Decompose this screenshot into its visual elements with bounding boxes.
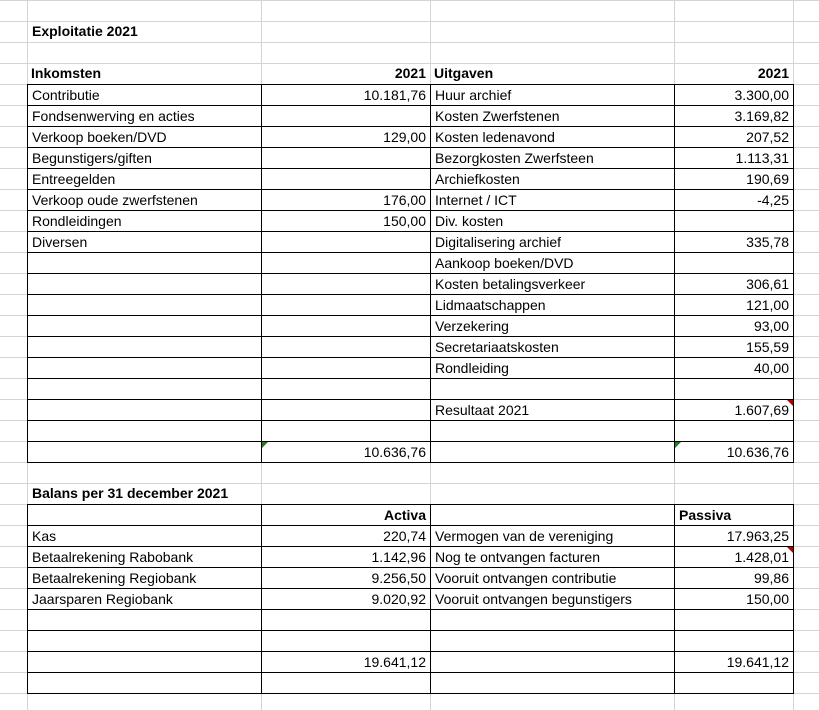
balans-table-cell-r0-c2[interactable] — [431, 526, 675, 547]
exploitatie-table-cell-r16-c2[interactable] — [431, 421, 675, 442]
expense-year-header-cell[interactable] — [674, 63, 793, 84]
exploitatie-table-cell-r10-c0[interactable] — [28, 295, 262, 316]
cell-text: 335,78 — [746, 234, 789, 250]
exploitatie-table-cell-r1-c1[interactable] — [262, 106, 431, 127]
balans-table-cell-rh-c2[interactable] — [431, 505, 675, 526]
cell-text: 150,00 — [746, 591, 789, 607]
exploitatie-table-cell-r5-c2[interactable] — [431, 190, 675, 211]
exploitatie-table-cell-r3-c0[interactable] — [28, 148, 262, 169]
balans-table-cell-r5-c0[interactable] — [28, 631, 262, 652]
cell-text: 190,69 — [746, 171, 789, 187]
balans-table-cell-r2-c2[interactable] — [431, 568, 675, 589]
exploitatie-table-cell-r8-c2[interactable] — [431, 253, 675, 274]
balans-table-cell-r3-c0[interactable] — [28, 589, 262, 610]
cell-text: 1.428,01 — [734, 549, 789, 565]
balans-table-cell-r7-c1[interactable] — [262, 673, 431, 694]
balans-table-cell-r5-c3[interactable] — [675, 631, 794, 652]
exploitatie-table-cell-r15-c2[interactable] — [431, 400, 675, 421]
cell-text: 19.641,12 — [363, 654, 426, 670]
exploitatie-table-cell-r8-c3[interactable] — [675, 253, 794, 274]
exploitatie-table-cell-r12-c1[interactable] — [262, 337, 431, 358]
cell-text: Archiefkosten — [435, 171, 520, 187]
cell-text: 207,52 — [746, 129, 789, 145]
exploitatie-table-cell-r16-c0[interactable] — [28, 421, 262, 442]
exploitatie-column-header-row — [27, 63, 793, 84]
exploitatie-table-cell-r10-c1[interactable] — [262, 295, 431, 316]
cell-text: Rondleiding — [435, 360, 509, 376]
exploitatie-table-cell-r15-c0[interactable] — [28, 400, 262, 421]
expense-header-label: Uitgaven — [434, 65, 494, 81]
red-corner-marker-icon — [787, 547, 793, 553]
exploitatie-table-cell-r1-c2[interactable] — [431, 106, 675, 127]
exploitatie-table-cell-r14-c0[interactable] — [28, 379, 262, 400]
exploitatie-table — [27, 84, 794, 463]
cell-text: 129,00 — [383, 129, 426, 145]
exploitatie-table-cell-r12-c0[interactable] — [28, 337, 262, 358]
balans-table-cell-rh-c0[interactable] — [28, 505, 262, 526]
balans-table-cell-r6-c3[interactable] — [675, 652, 794, 673]
cell-text: Huur archief — [435, 87, 512, 103]
exploitatie-table-cell-r13-c0[interactable] — [28, 358, 262, 379]
cell-text: 10.636,76 — [363, 444, 426, 460]
exploitatie-table-cell-r1-c3[interactable] — [675, 106, 794, 127]
balans-table-cell-r4-c2[interactable] — [431, 610, 675, 631]
exploitatie-table-cell-r8-c0[interactable] — [28, 253, 262, 274]
exploitatie-table-cell-r2-c2[interactable] — [431, 127, 675, 148]
exploitatie-table-cell-r6-c0[interactable] — [28, 211, 262, 232]
balans-table-cell-r1-c2[interactable] — [431, 547, 675, 568]
exploitatie-table-cell-r17-c0[interactable] — [28, 442, 262, 463]
cell-text: Vooruit ontvangen begunstigers — [435, 591, 632, 607]
exploitatie-table-cell-r0-c1[interactable] — [262, 85, 431, 106]
exploitatie-table-cell-r6-c3[interactable] — [675, 211, 794, 232]
balans-table-cell-r3-c2[interactable] — [431, 589, 675, 610]
balans-table-cell-r2-c3[interactable] — [675, 568, 794, 589]
balans-table-cell-r3-c3[interactable] — [675, 589, 794, 610]
exploitatie-table-cell-r3-c2[interactable] — [431, 148, 675, 169]
cell-text: Vermogen van de vereniging — [435, 528, 614, 544]
cell-text: Kas — [32, 528, 57, 544]
cell-text: 155,59 — [746, 339, 789, 355]
exploitatie-table-cell-r15-c1[interactable] — [262, 400, 431, 421]
cell-text: Verkoop boeken/DVD — [32, 129, 167, 145]
exploitatie-table-cell-r14-c1[interactable] — [262, 379, 431, 400]
balans-table-cell-r4-c3[interactable] — [675, 610, 794, 631]
balans-table-cell-r1-c0[interactable] — [28, 547, 262, 568]
cell-text: Resultaat 2021 — [435, 402, 530, 418]
cell-text: 176,00 — [383, 192, 426, 208]
cell-text: 9.256,50 — [371, 570, 426, 586]
exploitatie-table-cell-r5-c1[interactable] — [262, 190, 431, 211]
cell-text: Passiva — [679, 507, 732, 523]
cell-text: 10.636,76 — [726, 444, 789, 460]
cell-text: Kosten betalingsverkeer — [435, 276, 586, 292]
balans-table-cell-r0-c0[interactable] — [28, 526, 262, 547]
cell-text: Jaarsparen Regiobank — [32, 591, 173, 607]
income-header-cell[interactable] — [27, 63, 261, 84]
cell-text: 17.963,25 — [726, 528, 789, 544]
exploitatie-table-cell-r11-c3[interactable] — [675, 316, 794, 337]
exploitatie-table-cell-r16-c3[interactable] — [675, 421, 794, 442]
cell-text: Betaalrekening Regiobank — [32, 570, 197, 586]
balans-table-cell-r6-c2[interactable] — [431, 652, 675, 673]
cell-text: Lidmaatschappen — [435, 297, 546, 313]
balans-table-cell-rh-c3[interactable] — [675, 505, 794, 526]
cell-text: Kosten ledenavond — [435, 129, 555, 145]
balans-table-cell-r4-c1[interactable] — [262, 610, 431, 631]
cell-text: Internet / ICT — [435, 192, 517, 208]
exploitatie-table-cell-r12-c2[interactable] — [431, 337, 675, 358]
exploitatie-table-cell-r10-c2[interactable] — [431, 295, 675, 316]
exploitatie-table-cell-r9-c1[interactable] — [262, 274, 431, 295]
balans-title: Balans per 31 december 2021 — [32, 485, 229, 501]
balans-table-cell-r1-c3[interactable] — [675, 547, 794, 568]
red-corner-marker-icon — [787, 400, 793, 406]
exploitatie-title-cell[interactable] — [27, 21, 138, 42]
exploitatie-table-cell-r13-c3[interactable] — [675, 358, 794, 379]
exploitatie-table-cell-r11-c0[interactable] — [28, 316, 262, 337]
cell-text: Aankoop boeken/DVD — [435, 255, 574, 271]
expense-header-cell[interactable] — [430, 63, 674, 84]
balans-table-cell-r7-c0[interactable] — [28, 673, 262, 694]
cell-text: Digitalisering archief — [435, 234, 562, 250]
cell-text: Vooruit ontvangen contributie — [435, 570, 617, 586]
balans-table-cell-r6-c1[interactable] — [262, 652, 431, 673]
exploitatie-table-cell-r5-c3[interactable] — [675, 190, 794, 211]
exploitatie-title: Exploitatie 2021 — [32, 23, 138, 39]
cell-text: Entreegelden — [32, 171, 116, 187]
balans-table-cell-r7-c2[interactable] — [431, 673, 675, 694]
exploitatie-table-cell-r7-c3[interactable] — [675, 232, 794, 253]
cell-text: Diversen — [32, 234, 88, 250]
exploitatie-table-cell-r13-c2[interactable] — [431, 358, 675, 379]
green-corner-marker-icon — [675, 442, 681, 448]
cell-text: 3.300,00 — [734, 87, 789, 103]
cell-text: 1.142,96 — [371, 549, 426, 565]
balans-table-cell-r7-c3[interactable] — [675, 673, 794, 694]
cell-text: 10.181,76 — [363, 87, 426, 103]
cell-text: 3.169,82 — [734, 108, 789, 124]
balans-table-cell-r1-c1[interactable] — [262, 547, 431, 568]
cell-text: 306,61 — [746, 276, 789, 292]
cell-text: Kosten Zwerfstenen — [435, 108, 560, 124]
cell-text: 1.607,69 — [734, 402, 789, 418]
exploitatie-table-cell-r11-c2[interactable] — [431, 316, 675, 337]
exploitatie-table-cell-r0-c0[interactable] — [28, 85, 262, 106]
balans-table-cell-r4-c0[interactable] — [28, 610, 262, 631]
exploitatie-table-cell-r17-c1[interactable] — [262, 442, 431, 463]
exploitatie-table-cell-r6-c2[interactable] — [431, 211, 675, 232]
cell-text: Fondsenwerving en acties — [32, 108, 195, 124]
exploitatie-table-cell-r9-c0[interactable] — [28, 274, 262, 295]
cell-text: -4,25 — [757, 192, 789, 208]
exploitatie-table-cell-r15-c3[interactable] — [675, 400, 794, 421]
exploitatie-table-cell-r14-c3[interactable] — [675, 379, 794, 400]
cell-text: Nog te ontvangen facturen — [435, 549, 601, 565]
balans-table-cell-r0-c1[interactable] — [262, 526, 431, 547]
cell-text: Verkoop oude zwerfstenen — [32, 192, 198, 208]
cell-text: Rondleidingen — [32, 213, 122, 229]
exploitatie-table-cell-r6-c1[interactable] — [262, 211, 431, 232]
cell-text: 1.113,31 — [735, 150, 789, 166]
exploitatie-table-cell-r9-c2[interactable] — [431, 274, 675, 295]
income-header-label: Inkomsten — [31, 65, 102, 81]
exploitatie-table-cell-r3-c1[interactable] — [262, 148, 431, 169]
balans-title-cell[interactable] — [27, 483, 228, 504]
exploitatie-table-cell-r7-c0[interactable] — [28, 232, 262, 253]
balans-table-cell-r6-c0[interactable] — [28, 652, 262, 673]
balans-table-cell-r2-c1[interactable] — [262, 568, 431, 589]
cell-text: Activa — [383, 507, 426, 523]
cell-text: 99,86 — [753, 570, 789, 586]
cell-text: 121,00 — [746, 297, 789, 313]
exploitatie-table-cell-r4-c0[interactable] — [28, 169, 262, 190]
exploitatie-table-cell-r7-c1[interactable] — [262, 232, 431, 253]
exploitatie-table-cell-r10-c3[interactable] — [675, 295, 794, 316]
cell-text: 9.020,92 — [371, 591, 426, 607]
exploitatie-table-cell-r11-c1[interactable] — [262, 316, 431, 337]
green-corner-marker-icon — [262, 442, 268, 448]
balans-table-cell-r2-c0[interactable] — [28, 568, 262, 589]
exploitatie-table-cell-r1-c0[interactable] — [28, 106, 262, 127]
exploitatie-table-cell-r5-c0[interactable] — [28, 190, 262, 211]
exploitatie-table-cell-r16-c1[interactable] — [262, 421, 431, 442]
exploitatie-table-cell-r0-c3[interactable] — [675, 85, 794, 106]
expense-year-label: 2021 — [757, 65, 789, 81]
cell-text: 150,00 — [383, 213, 426, 229]
balans-table-cell-r3-c1[interactable] — [262, 589, 431, 610]
cell-text: Verzekering — [435, 318, 509, 334]
exploitatie-table-cell-r4-c3[interactable] — [675, 169, 794, 190]
exploitatie-table-cell-r7-c2[interactable] — [431, 232, 675, 253]
exploitatie-table-cell-r17-c3[interactable] — [675, 442, 794, 463]
exploitatie-table-cell-r13-c1[interactable] — [262, 358, 431, 379]
balans-table-cell-r5-c1[interactable] — [262, 631, 431, 652]
cell-text: 40,00 — [753, 360, 789, 376]
exploitatie-table-cell-r17-c2[interactable] — [431, 442, 675, 463]
balans-table-cell-rh-c1[interactable] — [262, 505, 431, 526]
income-year-header-cell[interactable] — [261, 63, 430, 84]
balans-table-cell-r0-c3[interactable] — [675, 526, 794, 547]
exploitatie-table-cell-r2-c3[interactable] — [675, 127, 794, 148]
exploitatie-table-cell-r9-c3[interactable] — [675, 274, 794, 295]
exploitatie-table-cell-r4-c1[interactable] — [262, 169, 431, 190]
cell-text: Betaalrekening Rabobank — [32, 549, 194, 565]
balans-table-cell-r5-c2[interactable] — [431, 631, 675, 652]
balans-table — [27, 504, 794, 694]
exploitatie-table-cell-r4-c2[interactable] — [431, 169, 675, 190]
exploitatie-table-cell-r14-c2[interactable] — [431, 379, 675, 400]
cell-text: Begunstigers/giften — [32, 150, 152, 166]
income-year-label: 2021 — [394, 65, 426, 81]
cell-text: Bezorgkosten Zwerfsteen — [435, 150, 594, 166]
cell-text: 220,74 — [383, 528, 426, 544]
exploitatie-table-cell-r2-c0[interactable] — [28, 127, 262, 148]
cell-text: Secretariaatskosten — [435, 339, 559, 355]
exploitatie-table-cell-r0-c2[interactable] — [431, 85, 675, 106]
cell-text: 19.641,12 — [726, 654, 789, 670]
cell-text: Div. kosten — [435, 213, 504, 229]
exploitatie-table-cell-r8-c1[interactable] — [262, 253, 431, 274]
cell-text: Contributie — [32, 87, 100, 103]
exploitatie-table-cell-r3-c3[interactable] — [675, 148, 794, 169]
exploitatie-table-cell-r2-c1[interactable] — [262, 127, 431, 148]
cell-text: 93,00 — [753, 318, 789, 334]
exploitatie-table-cell-r12-c3[interactable] — [675, 337, 794, 358]
